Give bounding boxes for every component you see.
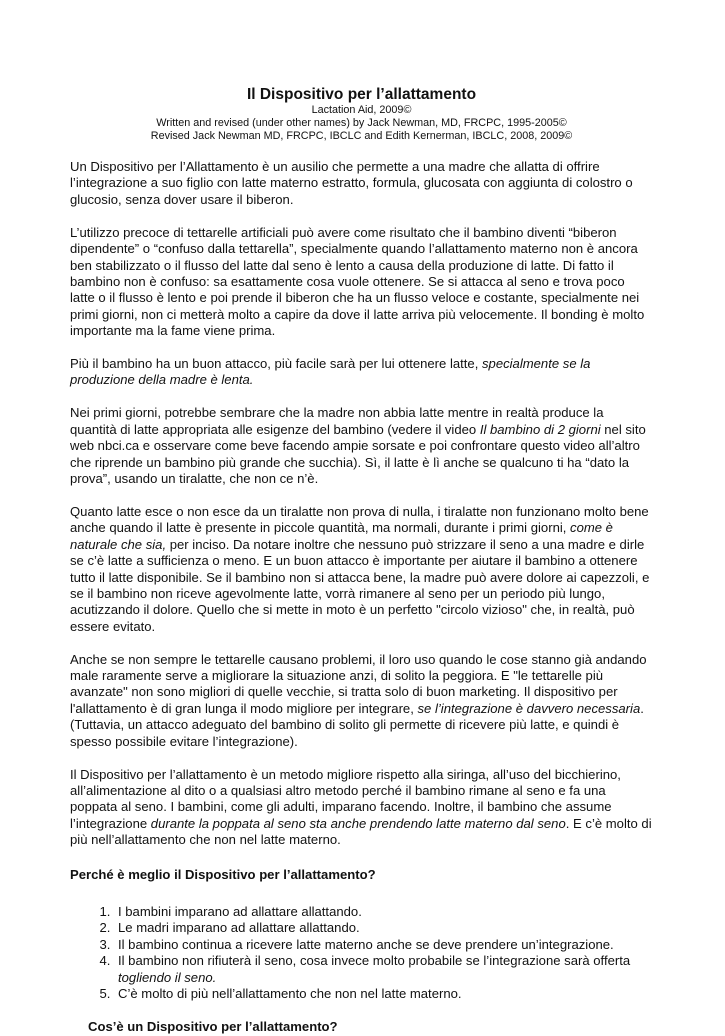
text-run: Anche se non sempre le tettarelle causano problemi, il loro uso quando le cose stanno già andando male raramente serve a migliorare la situazione anzi, di solito la peggiora. E "le tettarelle più avanzate" non sono migliori di quelle vecchie, si tratta solo di buon marketing. Il dispositivo per l'allattamento è di gran lunga il modo migliore per integrare, [70,651,647,716]
text-run: Il bambino non rifiuterà il seno, cosa invece molto probabile se l’integrazione sarà offerta [118,953,631,969]
italic-run-video-title: Il bambino di 2 giorni [479,421,601,437]
text-run: nel sito web nbci.ca e osservare come beve facendo ampie sorsate e poi confrontare questo video all’altro che riprende un bambino più grande che succhia). Sì, il latte è lì anche se qualcuno ti ha “dato la prova”, usando un tiralatte, che non ce n’è. [70,421,646,486]
text-run: Nei primi giorni, potrebbe sembrare che la madre non abbia latte mentre in realtà produce la quantità di latte appropriata alle esigenze del bambino (vedere il video [70,405,604,437]
header-line-revised-by: Revised Jack Newman MD, FRCPC, IBCLC and Edith Kernerman, IBCLC, 2008, 2009© [150,130,573,142]
text-run: . (Tuttavia, un attacco adeguato del bambino di solito gli permette di ricevere più latte, e quindi è spesso possibile evitare l’integrazione). [70,700,644,749]
italic-run: togliendo il seno. [118,969,217,985]
italic-run: specialmente se la produzione della madre è lenta. [70,356,591,388]
paragraph-first-days [70,405,653,487]
list-item: 1. I bambini imparano ad allattare allattando. [114,904,653,920]
paragraph-good-latch [70,356,653,389]
text-run: per inciso. Da notare inoltre che nessuno può strizzare il seno a una madre e dirle se c’è latte a sufficienza o meno. E un buon attacco è importante per aiutare il bambino a ottenere tutto il latte disponibile. Se il bambino non si attacca bene, la madre può avere dolore ai capezzoli, e se il bambino non riceve agevolmente latte, vorrà rimanere al seno per un periodo più lungo, acutizzando il dolore. Quello che si mette in moto è un perfetto "circolo vizioso" che, in realtà, può essere evitato. [70,536,650,634]
paragraph-nipple-confusion: L’utilizzo precoce di tettarelle artificiali può avere come risultato che il bambino diventi “biberon dipendente” o “confuso dalla tettarella”, specialmente quando l’allattamento materno non è ancora ben stabilizzato o il flusso del latte dal seno è lento a causa della produzione di latte. Di fatto il bambino non è confuso: sa esattamente cosa vuole ottenere. Se si attacca al seno e trova poco latte o il flusso è lento e poi prende il biberon che ha un flusso veloce e costante, specialmente nei primi giorni, non ci metterà molto a capire da dove il latte arriva più velocemente. Il bonding è molto importante ma la fame viene prima. [70,224,645,339]
text-run: Quanto latte esce o non esce da un tiralatte non prova di nulla, i tiralatte non funzionano molto bene anche quando il latte è presente in piccole quantità, ma normali, durante i primi giorni, [70,503,649,536]
paragraph-better-method [70,767,653,849]
text-run: Il Dispositivo per l’allattamento è un metodo migliore rispetto alla siringa, all’uso del bicchierino, all’alimentazione al dito o a qualsiasi altro metodo perché il bambino rimane al seno e fa una poppata al seno. I bambini, come gli adulti, imparano facendo. Inoltre, il bambino che assume l’integrazione [70,766,621,831]
list-item: 2. Le madri imparano ad allattare allattando. [114,920,653,936]
text-run: . E c’è molto di più nell’allattamento che non nel latte materno. [70,815,652,848]
header-line-written-by: Written and revised (under other names) by Jack Newman, MD, FRCPC, 1995-2005© [156,117,567,129]
document-header [70,86,653,143]
list-item [114,953,653,986]
italic-run: durante la poppata al seno sta anche prendendo latte materno dal seno [150,815,566,831]
document-title: Il Dispositivo per l’allattamento [246,86,477,103]
list-item: 5. C’è molto di più nell’allattamento che non nel latte materno. [114,986,653,1002]
section-heading-why-better: Perché è meglio il Dispositivo per l’allattamento? [70,866,376,882]
reasons-list [70,904,653,1002]
paragraph-artificial-nipples [70,652,653,750]
italic-run: come è naturale che sia, [70,520,613,552]
text-run: Più il bambino ha un buon attacco, più facile sarà per lui ottenere latte, [70,356,482,372]
italic-run: se l’integrazione è davvero necessaria [417,700,641,716]
paragraph-intro: Un Dispositivo per l’Allattamento è un ausilio che permette a una madre che allatta di offrire l’integrazione a suo figlio con latte materno estratto, formula, glucosata con aggiunta di colostro o glucosio, senza dover usare il biberon. [70,159,633,207]
section-heading-what-is: Cos’è un Dispositivo per l’allattamento? [88,1019,338,1035]
header-line-lactation-aid: Lactation Aid, 2009© [311,104,412,116]
list-item: 3. Il bambino continua a ricevere latte materno anche se deve prendere un’integrazione. [114,937,653,953]
paragraph-breast-pump [70,504,653,635]
